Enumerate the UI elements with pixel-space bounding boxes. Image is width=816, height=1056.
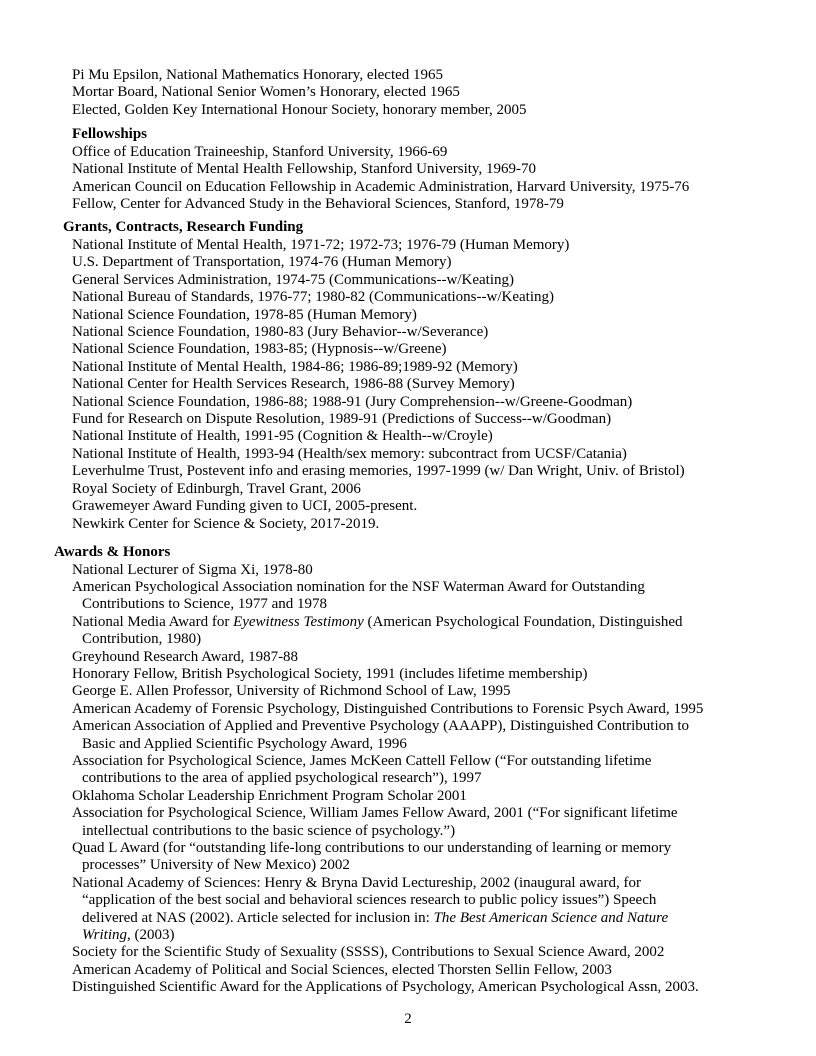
award-item-continuation	[82, 910, 668, 927]
award-item: Distinguished Scientific Award for the Applications of Psychology, American Psychological Assn, 2003.	[72, 979, 699, 995]
award-item: American Academy of Forensic Psychology, Distinguished Contributions to Forensic Psych Award, 1995	[72, 701, 704, 717]
fellowship-item: Fellow, Center for Advanced Study in the Behavioral Sciences, Stanford, 1978-79	[72, 196, 564, 212]
fellowship-item: Office of Education Traineeship, Stanford University, 1966-69	[72, 144, 448, 160]
grant-item: National Science Foundation, 1980-83 (Jury Behavior--w/Severance)	[72, 324, 489, 340]
grant-item: Grawemeyer Award Funding given to UCI, 2005-present.	[72, 498, 418, 514]
award-item: Association for Psychological Science, James McKeen Cattell Fellow (“For outstanding lifetime	[72, 753, 652, 769]
grant-item: Leverhulme Trust, Postevent info and erasing memories, 1997-1999 (w/ Dan Wright, Univ. of Bristol)	[72, 463, 685, 479]
grant-item: National Science Foundation, 1986-88; 1988-91 (Jury Comprehension--w/Greene-Goodman)	[72, 394, 633, 410]
book-title-best-american-cont: Writing	[82, 927, 128, 943]
award-item: American Association of Applied and Preventive Psychology (AAAPP), Distinguished Contribution to	[72, 718, 690, 734]
page-number: 2	[404, 1011, 412, 1027]
fellowship-item: National Institute of Mental Health Fellowship, Stanford University, 1969-70	[72, 161, 536, 177]
book-title-eyewitness: Eyewitness Testimony	[233, 614, 364, 630]
award-item: American Psychological Association nomination for the NSF Waterman Award for Outstanding	[72, 579, 645, 595]
grant-item: General Services Administration, 1974-75 (Communications--w/Keating)	[72, 272, 514, 288]
award-item: Quad L Award (for “outstanding life-long contributions to our understanding of learning or memory	[72, 840, 672, 856]
award-item: Oklahoma Scholar Leadership Enrichment Program Scholar 2001	[72, 788, 467, 804]
award-item: George E. Allen Professor, University of Richmond School of Law, 1995	[72, 683, 511, 699]
fellowship-item: American Council on Education Fellowship in Academic Administration, Harvard University, 1975-76	[72, 179, 690, 195]
grant-item: National Institute of Health, 1991-95 (Cognition & Health--w/Croyle)	[72, 428, 493, 444]
awards-heading: Awards & Honors	[54, 544, 171, 560]
award-item: National Academy of Sciences: Henry & Bryna David Lectureship, 2002 (inaugural award, for	[72, 875, 641, 891]
award-item: National Lecturer of Sigma Xi, 1978-80	[72, 562, 313, 578]
award-item: Society for the Scientific Study of Sexuality (SSSS), Contributions to Sexual Science Award, 2002	[72, 944, 665, 960]
grant-item: U.S. Department of Transportation, 1974-76 (Human Memory)	[72, 254, 452, 270]
award-item-continuation: processes” University of New Mexico) 2002	[82, 857, 350, 873]
award-item-continuation: Contributions to Science, 1977 and 1978	[82, 596, 327, 612]
award-item-continuation: intellectual contributions to the basic science of psychology.”)	[82, 823, 456, 839]
honor-golden-key: Elected, Golden Key International Honour Society, honorary member, 2005	[72, 102, 527, 118]
award-item: American Academy of Political and Social Sciences, elected Thorsten Sellin Fellow, 2003	[72, 962, 612, 978]
grant-item: National Bureau of Standards, 1976-77; 1980-82 (Communications--w/Keating)	[72, 289, 554, 305]
grant-item: National Science Foundation, 1978-85 (Human Memory)	[72, 307, 417, 323]
award-text: delivered at NAS (2002). Article selected for inclusion in:	[82, 910, 434, 926]
grant-item: Fund for Research on Dispute Resolution, 1989-91 (Predictions of Success--w/Goodman)	[72, 411, 612, 427]
honor-mortar-board: Mortar Board, National Senior Women’s Honorary, elected 1965	[72, 84, 460, 100]
award-text: National Media Award for	[72, 614, 234, 630]
grants-heading: Grants, Contracts, Research Funding	[63, 219, 304, 235]
grant-item: National Institute of Health, 1993-94 (Health/sex memory: subcontract from UCSF/Catania)	[72, 446, 627, 462]
award-item: Greyhound Research Award, 1987-88	[72, 649, 299, 665]
award-item	[72, 614, 682, 631]
award-item-continuation: Basic and Applied Scientific Psychology Award, 1996	[82, 736, 407, 752]
award-item: Honorary Fellow, British Psychological Society, 1991 (includes lifetime membership)	[72, 666, 588, 682]
honor-pi-mu-epsilon: Pi Mu Epsilon, National Mathematics Honorary, elected 1965	[72, 67, 444, 83]
award-text: (American Psychological Foundation, Distinguished	[363, 614, 683, 630]
grant-item: National Institute of Mental Health, 1984-86; 1986-89;1989-92 (Memory)	[72, 359, 518, 375]
award-text: , (2003)	[127, 927, 175, 943]
award-item-continuation: contributions to the area of applied psychological research”), 1997	[82, 770, 482, 786]
grant-item: Newkirk Center for Science & Society, 2017-2019.	[72, 516, 380, 532]
grant-item: National Institute of Mental Health, 1971-72; 1972-73; 1976-79 (Human Memory)	[72, 237, 570, 253]
grant-item: Royal Society of Edinburgh, Travel Grant, 2006	[72, 481, 361, 497]
grant-item: National Center for Health Services Research, 1986-88 (Survey Memory)	[72, 376, 515, 392]
award-item-continuation: Contribution, 1980)	[82, 631, 202, 647]
fellowships-heading: Fellowships	[72, 126, 148, 142]
grant-item: National Science Foundation, 1983-85; (Hypnosis--w/Greene)	[72, 341, 447, 357]
award-item: Association for Psychological Science, William James Fellow Award, 2001 (“For significant lifetime	[72, 805, 678, 821]
book-title-best-american: The Best American Science and Nature	[433, 910, 669, 926]
award-item-continuation: “application of the best social and behavioral sciences research to public policy issues”) Speech	[82, 892, 657, 908]
award-item-continuation	[82, 927, 175, 944]
